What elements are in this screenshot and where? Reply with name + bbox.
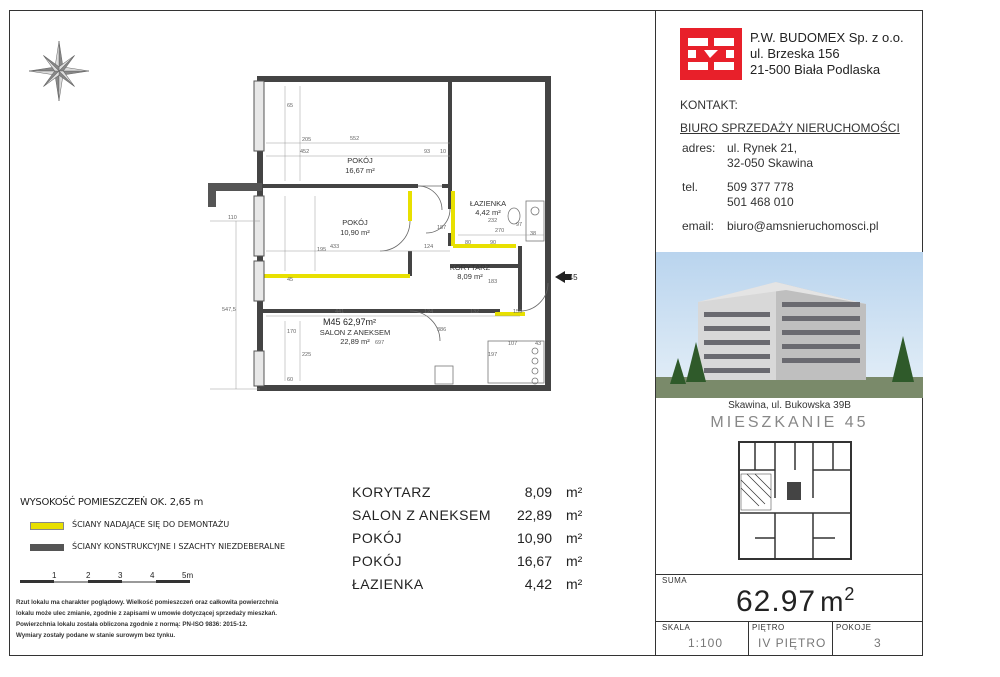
room-value: 8,09 (524, 484, 552, 500)
dimension-label: 65 (287, 103, 294, 109)
tel-label: tel. (682, 180, 699, 194)
phone-number[interactable]: 501 468 010 (727, 195, 794, 209)
demolishable-swatch (30, 522, 64, 530)
dimension-label: 187 (437, 225, 447, 231)
dimension-label: 205 (302, 137, 312, 143)
floor-plan (10, 11, 578, 401)
rooms-label: POKOJE (836, 623, 872, 632)
room-unit: m² (566, 553, 583, 569)
entrance-label: M45 (562, 273, 578, 282)
room-label: KORYTARZ (449, 263, 491, 272)
room-label: POKÓJ (347, 156, 373, 165)
structural-label: ŚCIANY KONSTRUKCYJNE I SZACHTY NIEZDEBERALNE (72, 542, 286, 551)
dimension-label: 433 (330, 244, 340, 250)
dimension-label: 124 (424, 244, 434, 250)
phone-number[interactable]: 509 377 778 (727, 180, 794, 194)
structural-swatch (30, 544, 64, 551)
dimension-label: 386 (437, 327, 447, 333)
room-unit: m² (566, 576, 583, 592)
room-name: POKÓJ (352, 553, 402, 569)
dimension-label: 697 (375, 340, 385, 346)
dimension-label: 225 (302, 352, 312, 358)
room-name: KORYTARZ (352, 484, 431, 500)
unit-label: M45 62,97m² (323, 317, 377, 327)
dimension-label: 552 (350, 136, 360, 142)
apartment-title: MIESZKANIE 45 (710, 414, 869, 431)
note-line: Powierzchnia lokalu została obliczona zgodnie z normą: PN-ISO 9836: 2015-12. (16, 621, 248, 628)
note-line: Wymiary zostały podane w stanie surowym bez tynku. (16, 632, 176, 639)
dimension-label: 270 (495, 228, 505, 234)
dimension-label: 197 (488, 352, 498, 358)
company-street: ul. Brzeska 156 (750, 46, 840, 61)
address-line: ul. Rynek 21, (727, 141, 798, 155)
room-name: SALON Z ANEKSEM (352, 507, 491, 523)
total-area-exponent: 2 (844, 584, 856, 604)
floor-key-plan (735, 438, 855, 563)
contact-heading: KONTAKT: (680, 98, 738, 112)
room-row (352, 553, 592, 576)
building-caption: Skawina, ul. Bukowska 39B (728, 400, 851, 411)
scale-tick: 1 (52, 571, 57, 580)
dimension-label: 10 (440, 149, 447, 155)
dimension-label: 195 (317, 247, 327, 253)
dimension-label: 43 (535, 341, 542, 347)
sales-office: BIURO SPRZEDAŻY NIERUCHOMOŚCI (680, 121, 900, 135)
summary-col-divider (748, 621, 749, 656)
dimension-label: 80 (465, 240, 472, 246)
address-line: 32-050 Skawina (727, 156, 814, 170)
demolishable-label: ŚCIANY NADAJĄCE SIĘ DO DEMONTAŻU (72, 520, 230, 529)
scale-tick: 2 (86, 571, 91, 580)
dimension-label: 452 (300, 149, 310, 155)
height-note: WYSOKOŚĆ POMIESZCZEŃ OK. 2,65 m (20, 497, 204, 508)
room-label: SALON Z ANEKSEM (319, 328, 391, 337)
dimension-label: 60 (287, 377, 294, 383)
room-value: 22,89 (516, 507, 552, 523)
email-link[interactable]: biuro@amsnieruchomosci.pl (727, 219, 879, 233)
dimension-label: 110 (228, 215, 237, 221)
room-row (352, 484, 592, 507)
note-line: Rzut lokalu ma charakter poglądowy. Wielkość pomieszczeń oraz całkowita powierzchnia (16, 599, 279, 606)
address-label: adres: (682, 141, 716, 155)
summary-mid-border (656, 621, 923, 622)
email-label: email: (682, 219, 715, 233)
room-row (352, 530, 592, 553)
room-area: 4,42 m² (475, 208, 501, 217)
note-line: lokalu może ulec zmianie, zgodnie z zapisami w umowie dotyczącej sprzedaży mieszkań. (16, 610, 277, 617)
room-value: 16,67 (516, 553, 552, 569)
floor-value: IV PIĘTRO (758, 636, 827, 650)
dimension-label: 547,5 (222, 307, 236, 313)
summary-top-border (656, 574, 923, 575)
room-value: 10,90 (516, 530, 552, 546)
company-name: P.W. BUDOMEX Sp. z o.o. (750, 30, 904, 45)
dimension-label: 38 (530, 231, 537, 237)
total-area (736, 584, 855, 619)
dimension-label: 93 (424, 149, 431, 155)
scale-tick: 5m (182, 571, 194, 580)
total-area-unit: m (820, 586, 845, 617)
dimension-label: 45 (287, 277, 294, 283)
room-label: ŁAZIENKA (469, 199, 507, 208)
summary-col-divider (832, 621, 833, 656)
company-info (750, 30, 904, 78)
total-area-value: 62.97 (736, 585, 817, 618)
dimension-label: 90 (490, 240, 497, 246)
building-render-image (656, 252, 923, 398)
dimension-label: 183 (488, 279, 498, 285)
room-value: 4,42 (524, 576, 552, 592)
room-unit: m² (566, 507, 583, 523)
room-row (352, 507, 592, 530)
rooms-value: 3 (874, 636, 882, 650)
room-table (352, 484, 592, 599)
scale-tick: 3 (118, 571, 123, 580)
company-city: 21-500 Biała Podlaska (750, 62, 881, 77)
floor-label: PIĘTRO (752, 623, 785, 632)
room-label: POKÓJ (342, 218, 368, 227)
room-area: 22,89 m² (340, 337, 370, 346)
room-area: 8,09 m² (457, 272, 483, 281)
room-area: 10,90 m² (340, 228, 370, 237)
scale-value: 1:100 (688, 636, 724, 650)
room-row (352, 576, 592, 599)
room-name: POKÓJ (352, 530, 402, 546)
dimension-label: 107 (508, 341, 518, 347)
dimension-label: 124 (424, 309, 434, 315)
room-area: 16,67 m² (345, 166, 375, 175)
dimension-label: 132 (470, 309, 480, 315)
dimension-label: 170 (287, 329, 297, 335)
dimension-label: 441 (335, 309, 345, 315)
notes (16, 597, 336, 641)
suma-label: SUMA (662, 576, 688, 585)
dimension-label: 150 (513, 309, 523, 315)
scale-label: SKALA (662, 623, 691, 632)
scale-tick: 4 (150, 571, 155, 580)
company-logo-icon (680, 28, 742, 80)
room-unit: m² (566, 484, 583, 500)
dimension-label: 232 (488, 218, 498, 224)
scale-bar (20, 570, 200, 586)
room-unit: m² (566, 530, 583, 546)
room-name: ŁAZIENKA (352, 576, 424, 592)
dimension-label: 97 (516, 222, 523, 228)
